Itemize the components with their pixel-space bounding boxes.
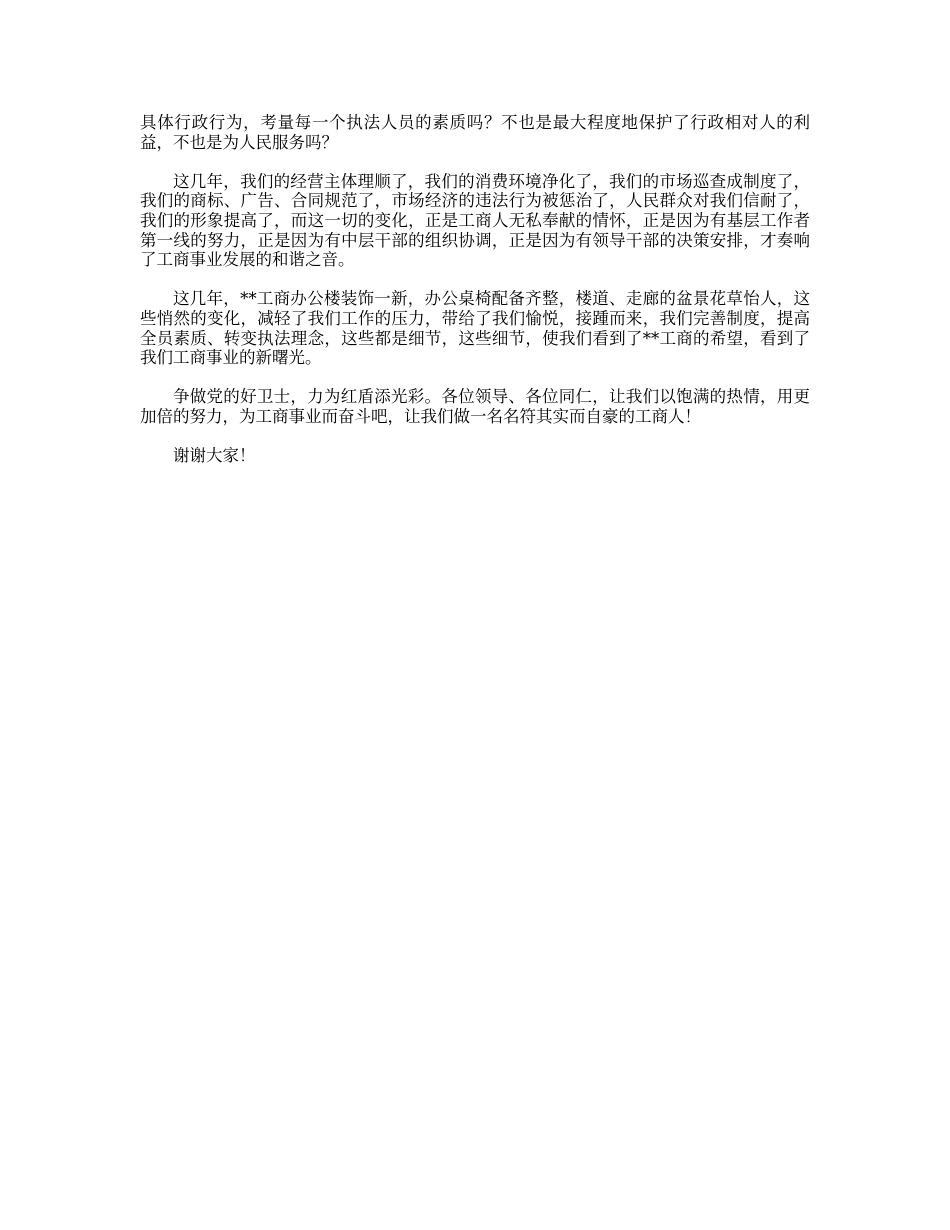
paragraph-call-to-action: 争做党的好卫士，力为红盾添光彩。各位领导、各位同仁，让我们以饱满的热情，用更加倍的努力，为工商事业而奋斗吧，让我们做一名名符其实而自豪的工商人！ <box>140 387 810 426</box>
paragraph-thanks: 谢谢大家！ <box>173 446 256 466</box>
paragraph-continuation: 具体行政行为，考量每一个执法人员的素质吗？不也是最大程度地保护了行政相对人的利益，不也是为人民服务吗？ <box>140 113 810 152</box>
document-body <box>140 113 810 485</box>
paragraph-office-changes: 这几年，**工商办公楼装饰一新，办公桌椅配备齐整，楼道、走廊的盆景花草怡人，这些悄然的变化，减轻了我们工作的压力，带给了我们愉悦，接踵而来，我们完善制度，提高全员素质、转变执法理念，这些都是细节，这些细节，使我们看到了**工商的希望，看到了我们工商事业的新曙光。 <box>140 289 810 368</box>
paragraph-achievements: 这几年，我们的经营主体理顺了，我们的消费环境净化了，我们的市场巡查成制度了，我们的商标、广告、合同规范了，市场经济的违法行为被惩治了，人民群众对我们信耐了，我们的形象提高了，而这一切的变化，正是工商人无私奉献的情怀，正是因为有基层工作者第一线的努力，正是因为有中层干部的组织协调，正是因为有领导干部的决策安排，才奏响了工商事业发展的和谐之音。 <box>140 171 810 270</box>
